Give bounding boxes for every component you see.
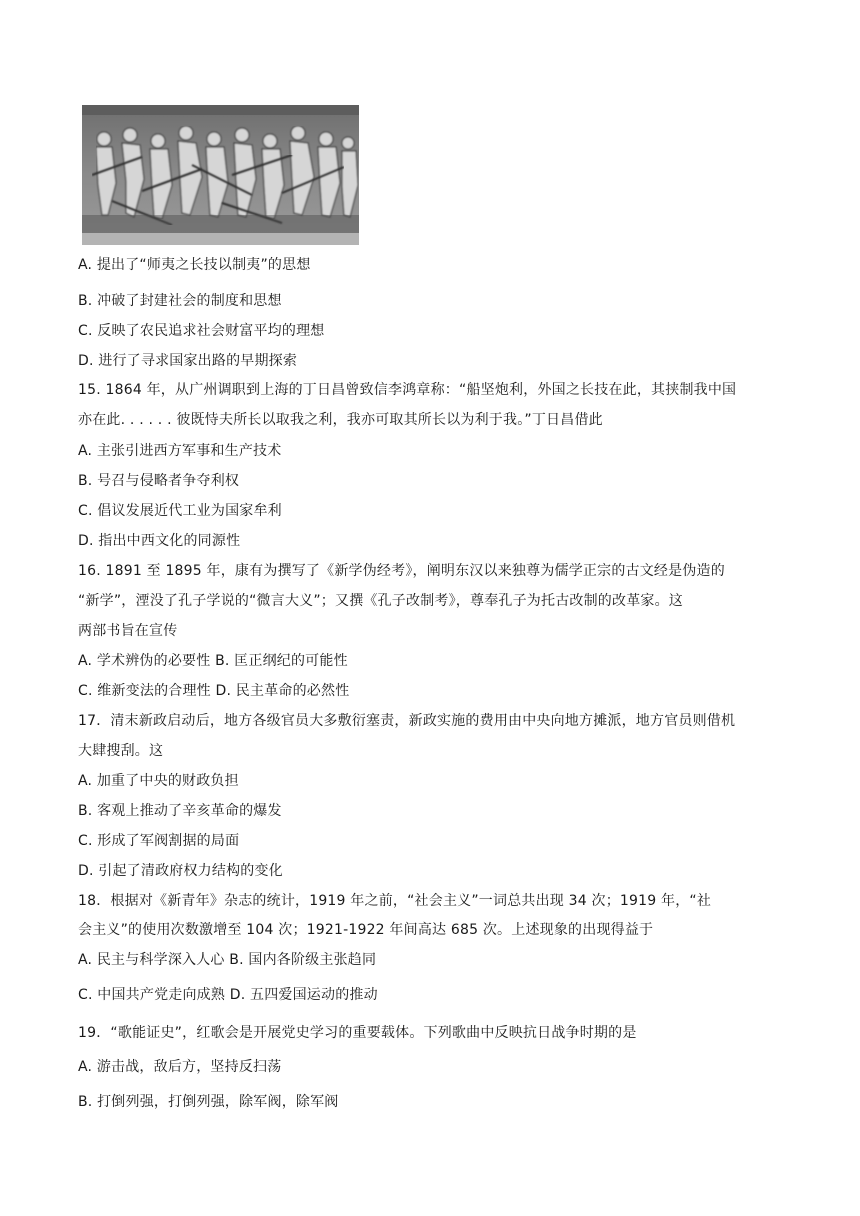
option-14-c: C. 反映了农民追求社会财富平均的理想 (78, 323, 325, 339)
option-14-a: A. 提出了“师夷之长技以制夷”的思想 (78, 257, 311, 273)
options-18-cd: C. 中国共产党走向成熟 D. 五四爱国运动的推动 (78, 987, 378, 1003)
option-14-d: D. 进行了寻求国家出路的早期探索 (78, 353, 298, 369)
option-14-b: B. 冲破了封建社会的制度和思想 (78, 293, 282, 309)
option-19-a: A. 游击战，敌后方，坚持反扫荡 (78, 1059, 282, 1075)
options-18-ab: A. 民主与科学深入人心 B. 国内各阶级主张趋同 (78, 952, 377, 968)
question-16-stem-line-2: “新学”，湮没了孔子学说的“微言大义”；又撰《孔子改制考》，尊奉孔子为托古改制的改革家。这 (78, 593, 684, 609)
option-19-b: B. 打倒列强，打倒列强，除军阀，除军阀 (78, 1094, 339, 1110)
option-15-b: B. 号召与侵略者争夺利权 (78, 473, 240, 489)
question-17-stem-line-1: 17．清末新政启动后，地方各级官员大多敷衍塞责，新政实施的费用由中央向地方摊派，地方官员则借机 (78, 713, 736, 729)
question-16-stem-line-3: 两部书旨在宣传 (78, 623, 178, 639)
option-17-d: D. 引起了清政府权力结构的变化 (78, 863, 283, 879)
question-15-stem-line-1: 15. 1864 年，从广州调职到上海的丁日昌曾致信李鸿章称：“船坚炮利，外国之长技在此，其挟制我中国 (78, 382, 737, 398)
question-17-stem-line-2: 大肆搜刮。这 (78, 743, 164, 759)
options-16-cd: C. 维新变法的合理性 D. 民主革命的必然性 (78, 683, 350, 699)
question-19-stem: 19．“歌能证史”，红歌会是开展党史学习的重要载体。下列歌曲中反映抗日战争时期的是 (78, 1025, 637, 1041)
question-18-stem-line-2: 会主义”的使用次数激增至 104 次；1921-1922 年间高达 685 次。上述现象的出现得益于 (78, 922, 654, 938)
option-15-c: C. 倡议发展近代工业为国家牟利 (78, 503, 282, 519)
option-15-a: A. 主张引进西方军事和生产技术 (78, 443, 282, 459)
question-16-stem-line-1: 16. 1891 至 1895 年，康有为撰写了《新学伪经考》，阐明东汉以来独尊为儒学正宗的古文经是伪造的 (78, 563, 725, 579)
option-17-b: B. 客观上推动了辛亥革命的爆发 (78, 803, 282, 819)
question-15-stem-line-2: 亦在此. . . . . . 彼既恃夫所长以取我之利，我亦可取其所长以为利于我。”丁日昌借此 (78, 412, 603, 428)
option-17-c: C. 形成了军阀割据的局面 (78, 833, 240, 849)
options-16-ab: A. 学术辨伪的必要性 B. 匡正纲纪的可能性 (78, 653, 348, 669)
option-15-d: D. 指出中西文化的同源性 (78, 533, 241, 549)
option-17-a: A. 加重了中央的财政负担 (78, 773, 239, 789)
relief-sculpture-image (82, 105, 359, 245)
question-18-stem-line-1: 18．根据对《新青年》杂志的统计，1919 年之前，“社会主义”一词总共出现 34 次；1919 年，“社 (78, 893, 712, 909)
